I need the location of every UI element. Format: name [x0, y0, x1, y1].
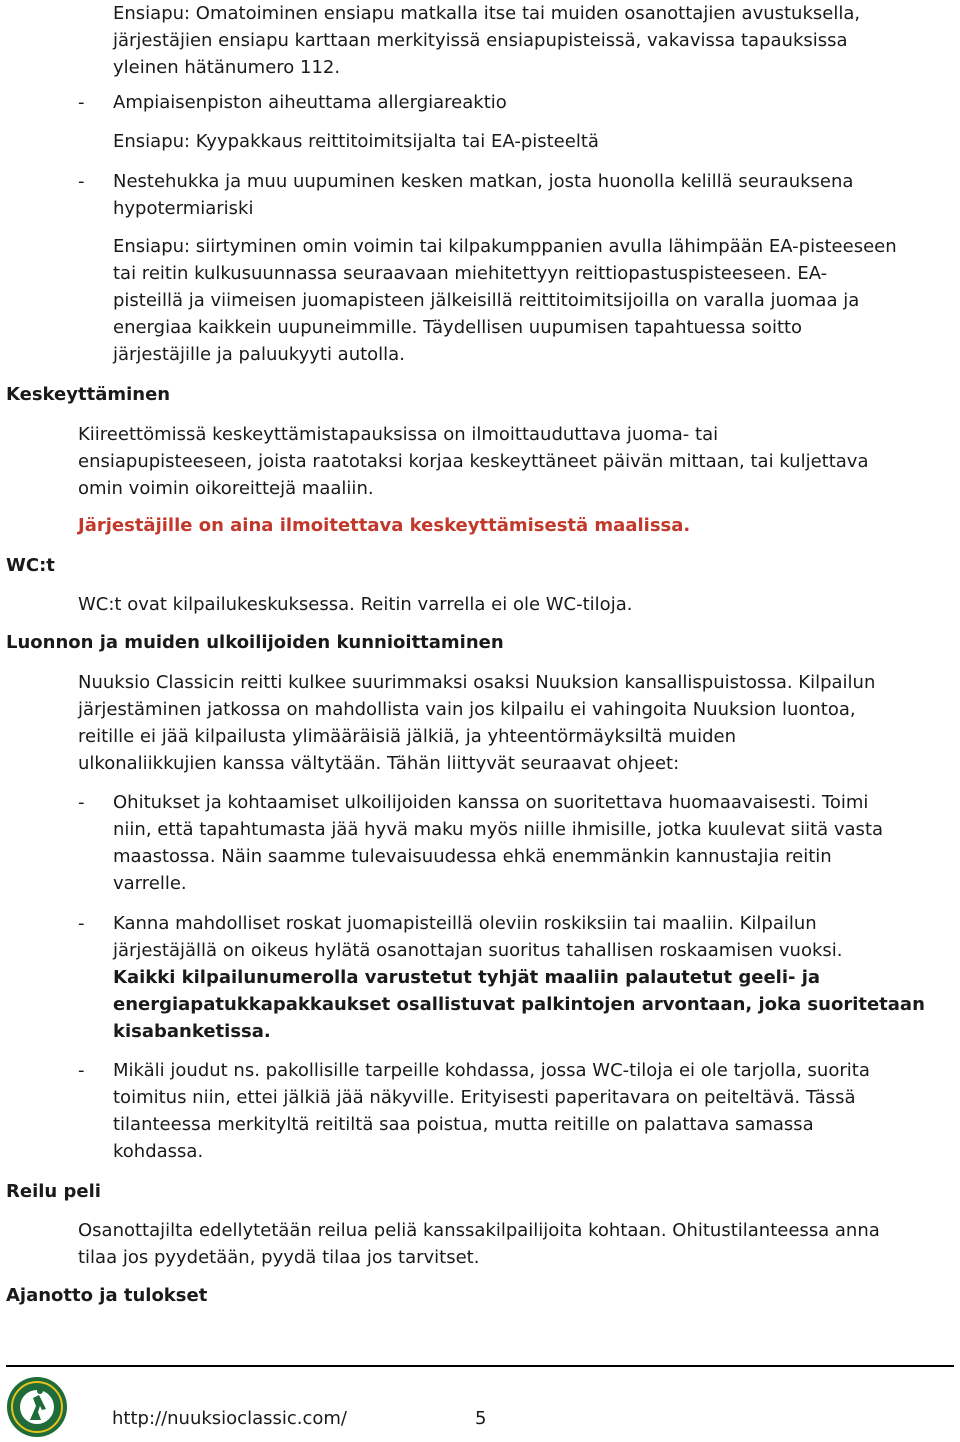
footer-divider	[6, 1365, 954, 1367]
dehydration-aid: energiaa kaikkein uupuneimmille. Täydellisen uupumisen tapahtuessa soitto	[113, 317, 803, 338]
dehydration-aid: tai reitin kulkusuunnassa seuraavaan miehitettyyn reittiopastuspisteeseen. EA-	[113, 263, 828, 284]
section-heading-quitting: Keskeyttäminen	[6, 384, 171, 405]
list-item-bold-line: energiapatukkapakkaukset osallistuvat palkintojen arvontaan, joka suoritetaan	[113, 994, 925, 1015]
section-heading-fairplay: Reilu peli	[6, 1181, 101, 1202]
allergy-title: Ampiaisenpiston aiheuttama allergiareaktio	[113, 92, 507, 113]
intro-line: järjestäjien ensiapu karttaan merkityissä ensiapupisteissä, vakavissa tapauksissa	[113, 30, 848, 51]
list-item-line: maastossa. Näin saamme tulevaisuudessa ehkä enemmänkin kannustajia reitin	[113, 846, 832, 867]
list-item-line: tilanteessa merkityltä reitiltä saa poistua, mutta reitille on palattava samassa	[113, 1114, 814, 1135]
dehydration-title: Nestehukka ja muu uupuminen kesken matkan, josta huonolla kelillä seurauksena	[113, 171, 854, 192]
list-dash: -	[78, 1060, 85, 1081]
footer-url[interactable]: http://nuuksioclassic.com/	[112, 1408, 347, 1429]
list-dash: -	[78, 913, 85, 934]
dehydration-title: hypotermiariski	[113, 198, 254, 219]
list-item-line: Kanna mahdolliset roskat juomapisteillä oleviin roskiksiin tai maaliin. Kilpailun	[113, 913, 817, 934]
list-item-line: kohdassa.	[113, 1141, 204, 1162]
section-heading-timing: Ajanotto ja tulokset	[6, 1285, 208, 1306]
intro-line: Ensiapu: Omatoiminen ensiapu matkalla itse tai muiden osanottajien avustuksella,	[113, 3, 861, 24]
dehydration-aid: pisteillä ja viimeisen juomapisteen jälkeisillä reittitoimitsijoilla on varalla juomaa ja	[113, 290, 860, 311]
list-item-line: Mikäli joudut ns. pakollisille tarpeille kohdassa, jossa WC-tiloja ei ole tarjolla, suorita	[113, 1060, 870, 1081]
dehydration-aid: Ensiapu: siirtyminen omin voimin tai kilpakumppanien avulla lähimpään EA-pisteeseen	[113, 236, 897, 257]
nature-text: ulkonaliikkujien kanssa vältytään. Tähän liittyvät seuraavat ohjeet:	[78, 753, 680, 774]
fairplay-text: Osanottajilta edellytetään reilua peliä kanssakilpailijoita kohtaan. Ohitustilanteessa anna	[78, 1220, 880, 1241]
list-item-line: varrelle.	[113, 873, 187, 894]
quitting-text: ensiapupisteeseen, joista raatotaksi korjaa keskeyttäneet päivän mittaan, tai kuljettava	[78, 451, 869, 472]
quitting-text: Kiireettömissä keskeyttämistapauksissa on ilmoittauduttava juoma- tai	[78, 424, 719, 445]
section-heading-nature: Luonnon ja muiden ulkoilijoiden kunnioittaminen	[6, 632, 504, 653]
section-heading-wc: WC:t	[6, 555, 55, 576]
allergy-aid: Ensiapu: Kyypakkaus reittitoimitsijalta tai EA-pisteeltä	[113, 131, 599, 152]
list-item-bold-line: Kaikki kilpailunumerolla varustetut tyhjät maaliin palautetut geeli- ja	[113, 967, 821, 988]
list-item-bold-line: kisabanketissa.	[113, 1021, 271, 1042]
intro-line: yleinen hätänumero 112.	[113, 57, 341, 78]
wc-text: WC:t ovat kilpailukeskuksessa. Reitin varrella ei ole WC-tiloja.	[78, 594, 633, 615]
nature-text: järjestäminen jatkossa on mahdollista vain jos kilpailu ei vahingoita Nuuksion luontoa,	[78, 699, 856, 720]
nature-text: Nuuksio Classicin reitti kulkee suurimmaksi osaksi Nuuksion kansallispuistossa. Kilpailun	[78, 672, 876, 693]
nature-text: reitille ei jää kilpailusta ylimääräisiä jälkiä, ja yhteentörmäyksiltä muiden	[78, 726, 737, 747]
nuuksio-classic-logo-icon	[6, 1376, 68, 1438]
list-dash: -	[78, 171, 85, 192]
list-dash: -	[78, 792, 85, 813]
page-number: 5	[475, 1408, 487, 1429]
list-item-line: toimitus niin, ettei jälkiä jää näkyville. Erityisesti paperitavara on peiteltävä. Tässä	[113, 1087, 856, 1108]
quitting-text: omin voimin oikoreittejä maaliin.	[78, 478, 374, 499]
list-item-line: Ohitukset ja kohtaamiset ulkoilijoiden kanssa on suoritettava huomaavaisesti. Toimi	[113, 792, 869, 813]
fairplay-text: tilaa jos pyydetään, pyydä tilaa jos tarvitset.	[78, 1247, 480, 1268]
list-dash: -	[78, 92, 85, 113]
quitting-notice: Järjestäjille on aina ilmoitettava keskeyttämisestä maalissa.	[78, 515, 691, 536]
dehydration-aid: järjestäjille ja paluukyyti autolla.	[113, 344, 405, 365]
list-item-line: niin, että tapahtumasta jää hyvä maku myös niille ihmisille, jotka kuulevat siitä vasta	[113, 819, 884, 840]
list-item-line: järjestäjällä on oikeus hylätä osanottajan suoritus tahallisen roskaamisen vuoksi.	[113, 940, 843, 961]
